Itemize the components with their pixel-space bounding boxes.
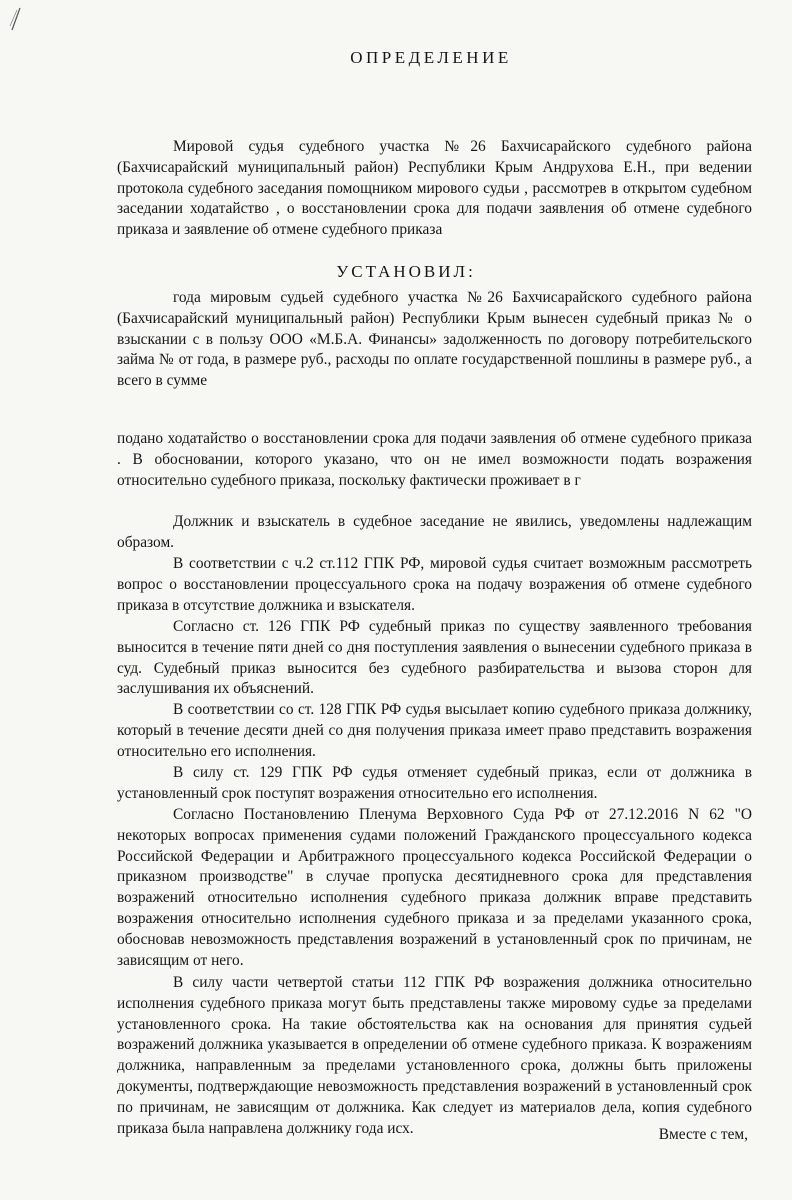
paragraph-5: Согласно ст. 126 ГПК РФ судебный приказ по существу заявленного требования выносится в течение пяти дней со дня поступления заявления о вынесении судебного приказа в суд. Судебный приказ выносится без судебного разбирательства и вызова сторон для заслушивания их объяснений. bbox=[117, 618, 752, 698]
paragraph-7: В силу ст. 129 ГПК РФ судья отменяет судебный приказ, если от должника в установленный срок поступят возражения относительно его исполнения. bbox=[117, 764, 752, 802]
paragraph-9: В силу части четвертой статьи 112 ГПК РФ возражения должника относительно исполнения судебного приказа могут быть представлены также мировому судье за пределами установленного срока. На такие обстоятельства как на основания для принятия судьей возражений должника указывается в определении об отмене судебного приказа. К возражениям должника, направленным за пределами установленного срока, должны быть приложены документы, подтверждающие невозможность представления возражений в установленный срок по причинам, не зависящим от должника. Как следует из материалов дела, копия судебного приказа была направлена должнику года исх. bbox=[117, 974, 752, 1137]
paragraph-8: Согласно Постановлению Пленума Верховного Суда РФ от 27.12.2016 N 62 "О некоторых вопросах применения судами положений Гражданского процессуального кодекса Российской Федерации и Арбитражного процессуального кодекса Российской Федерации о приказном производстве" в случае пропуска десятидневного срока для представления возражений относительно исполнения судебного приказа должник вправе представить возражения относительно исполнения судебного приказа и за пределами указанного срока, обосновав невозможность представления возражений в установленный срок по причинам, не зависящим от него. bbox=[117, 806, 752, 969]
paragraph-1: года мировым судьей судебного участка №26 Бахчисарайского судебного района (Бахчисарайский муниципальный район) Республики Крым вынесен судебный приказ № о взыскании с в пользу ООО «М.Б.А. Финансы» задолженность по договору потребительского займа № от года, в размере руб., расходы по оплате государственной пошлины в размере руб., а всего в сумме bbox=[117, 289, 752, 390]
paragraph-2: подано ходатайство о восстановлении срока для подачи заявления об отмене судебного приказа . В обосновании, которого указано, что он не имел возможности подать возражения относительно судебного приказа, поскольку фактически проживает в г bbox=[117, 430, 752, 489]
document-title: ОПРЕДЕЛЕНИЕ bbox=[350, 48, 512, 67]
paragraph-3: Должник и взыскатель в судебное заседание не явились, уведомлены надлежащим образом. bbox=[117, 513, 752, 551]
closing-phrase: Вместе с тем, bbox=[658, 1126, 748, 1143]
paragraph-6: В соответствии со ст. 128 ГПК РФ судья высылает копию судебного приказа должнику, который в течение десяти дней со дня получения приказа имеет право представить возражения относительно его исполнения. bbox=[117, 701, 752, 760]
scan-corner-mark bbox=[6, 6, 24, 32]
section-heading: УСТАНОВИЛ: bbox=[336, 262, 476, 281]
intro-paragraph: Мировой судья судебного участка №26 Бахчисарайского судебного района (Бахчисарайский муниципальный район) Республики Крым Андрухова Е.Н., при ведении протокола судебного заседания помощником мирового судьи , рассмотрев в открытом судебном заседании ходатайство , о восстановлении срока для подачи заявления об отмене судебного приказа и заявление об отмене судебного приказа bbox=[117, 138, 752, 239]
paragraph-4: В соответствии с ч.2 ст.112 ГПК РФ, мировой судья считает возможным рассмотреть вопрос о восстановлении процессуального срока на подачу возражения об отмене судебного приказа в отсутствие должника и взыскателя. bbox=[117, 555, 752, 614]
